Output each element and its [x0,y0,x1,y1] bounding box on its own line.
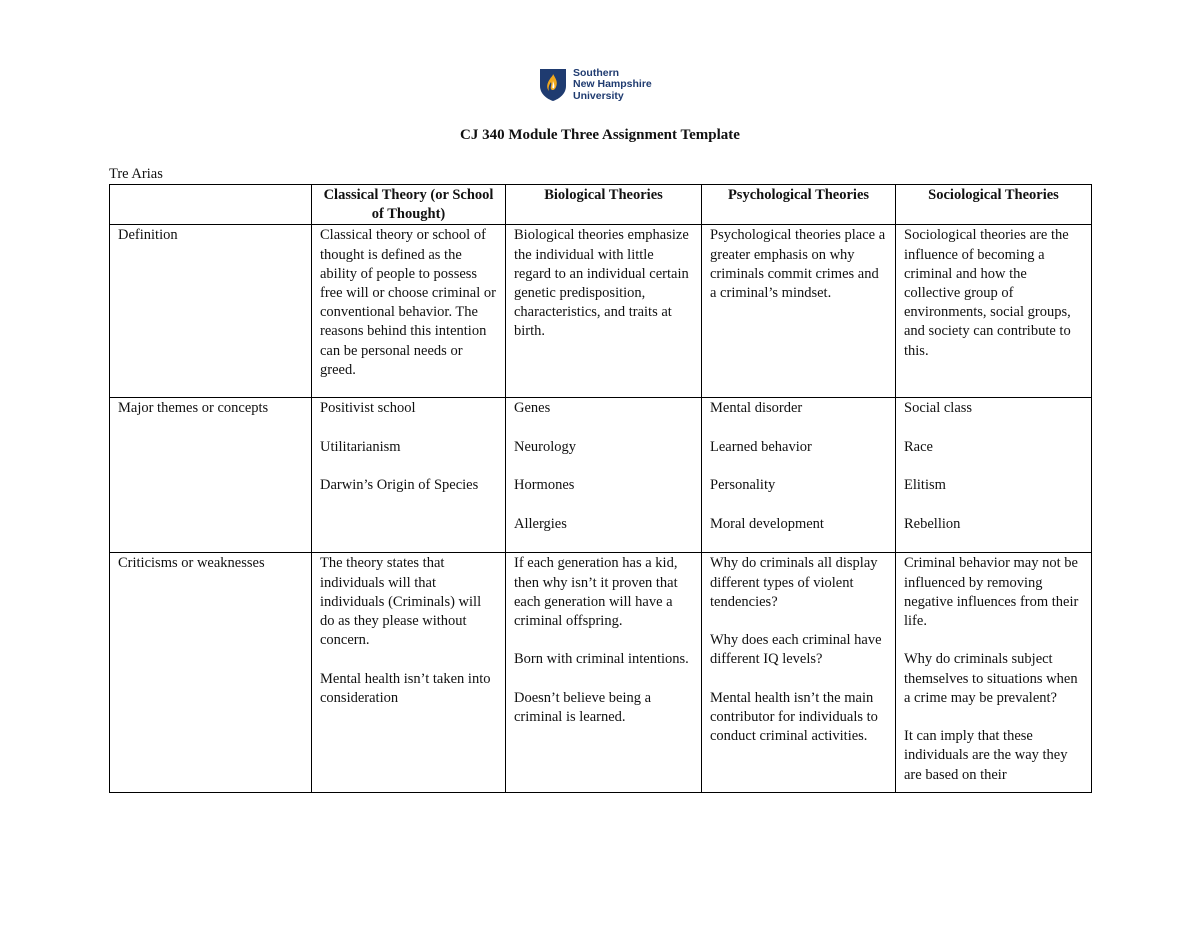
cell-paragraph: Utilitarianism [320,438,401,455]
cell-paragraph: Born with criminal intentions. [514,651,689,668]
table-header-row [110,185,1092,225]
table-row-definition [110,225,1092,398]
header-cell-empty [110,185,312,225]
cell-paragraph: Allergies [514,515,567,532]
cell-paragraph: Genes [514,400,551,417]
header-sociological-theories: Sociological Theories [896,185,1092,225]
university-logo [539,65,669,105]
cell-paragraph: Biological theories emphasize the individual with little regard to an individual certain genetic predisposition, characteristics, and traits at birth. [514,227,689,340]
logo-line-2: New Hampshire [573,78,652,91]
cell-major-themes-classical [312,398,506,553]
cell-paragraph: Why do criminals all display different types of violent tendencies? [710,555,878,610]
cell-paragraph: Classical theory or school of thought is defined as the ability of people to possess free will or choose criminal or conventional behavior. The reasons behind this intention can be personal needs or greed. [320,227,496,378]
cell-paragraph: Psychological theories place a greater emphasis on why criminals commit crimes and a criminal’s mindset. [710,227,886,302]
cell-paragraph: Moral development [710,515,824,532]
cell-paragraph: Darwin’s Origin of Species [320,477,479,494]
header-biological-theories: Biological Theories [506,185,702,225]
cell-paragraph: Social class [904,400,973,417]
cell-paragraph: It can imply that these individuals are the way they are based on their [904,728,1068,783]
shield-flame-icon [539,68,567,102]
cell-criticisms-psychological [702,553,896,793]
row-label-criticisms: Criticisms or weaknesses [110,553,312,793]
cell-criticisms-sociological [896,553,1092,793]
document-title: CJ 340 Module Three Assignment Template [460,127,740,143]
cell-major-themes-sociological [896,398,1092,553]
row-label-definition: Definition [110,225,312,398]
cell-paragraph: Mental health isn’t the main contributor for individuals to conduct criminal activities. [710,689,878,745]
cell-paragraph: Rebellion [904,515,961,532]
cell-paragraph: Race [904,438,933,455]
cell-criticisms-classical [312,553,506,793]
cell-paragraph: Elitism [904,477,946,494]
cell-paragraph: The theory states that individuals will that individuals (Criminals) will do as they please without concern. [320,555,482,649]
cell-paragraph: Positivist school [320,400,416,417]
cell-criticisms-biological [506,553,702,793]
logo-wordmark [573,68,652,103]
table-row-major-themes [110,398,1092,553]
cell-paragraph: If each generation has a kid, then why isn’t it proven that each generation will have a criminal offspring. [514,555,678,630]
cell-paragraph: Criminal behavior may not be influenced by removing negative influences from their life. [904,555,1079,630]
cell-major-themes-psychological [702,398,896,553]
cell-definition-classical [312,225,506,398]
cell-paragraph: Neurology [514,438,577,455]
cell-paragraph: Learned behavior [710,438,812,455]
cell-definition-biological [506,225,702,398]
cell-paragraph: Why do criminals subject themselves to situations when a crime may be prevalent? [904,651,1078,706]
cell-paragraph: Sociological theories are the influence of becoming a criminal and how the collective group of environments, social groups, and society can contribute to this. [904,227,1071,359]
cell-paragraph: Mental health isn’t taken into consideration [320,670,491,706]
header-classical-theory: Classical Theory (or School of Thought) [312,185,506,225]
row-label-major-themes: Major themes or concepts [110,398,312,553]
table-row-criticisms [110,553,1092,793]
logo-line-3: University [573,89,624,102]
header-psychological-theories: Psychological Theories [702,185,896,225]
cell-paragraph: Mental disorder [710,400,803,417]
cell-paragraph: Why does each criminal have different IQ levels? [710,632,882,668]
author-name: Tre Arias [109,166,163,182]
cell-definition-sociological [896,225,1092,398]
cell-major-themes-biological [506,398,702,553]
cell-definition-psychological [702,225,896,398]
logo-line-1: Southern [573,66,620,79]
cell-paragraph: Doesn’t believe being a criminal is learned. [514,689,652,725]
cell-paragraph: Personality [710,477,776,494]
cell-paragraph: Hormones [514,477,575,494]
theories-table [109,184,1092,793]
